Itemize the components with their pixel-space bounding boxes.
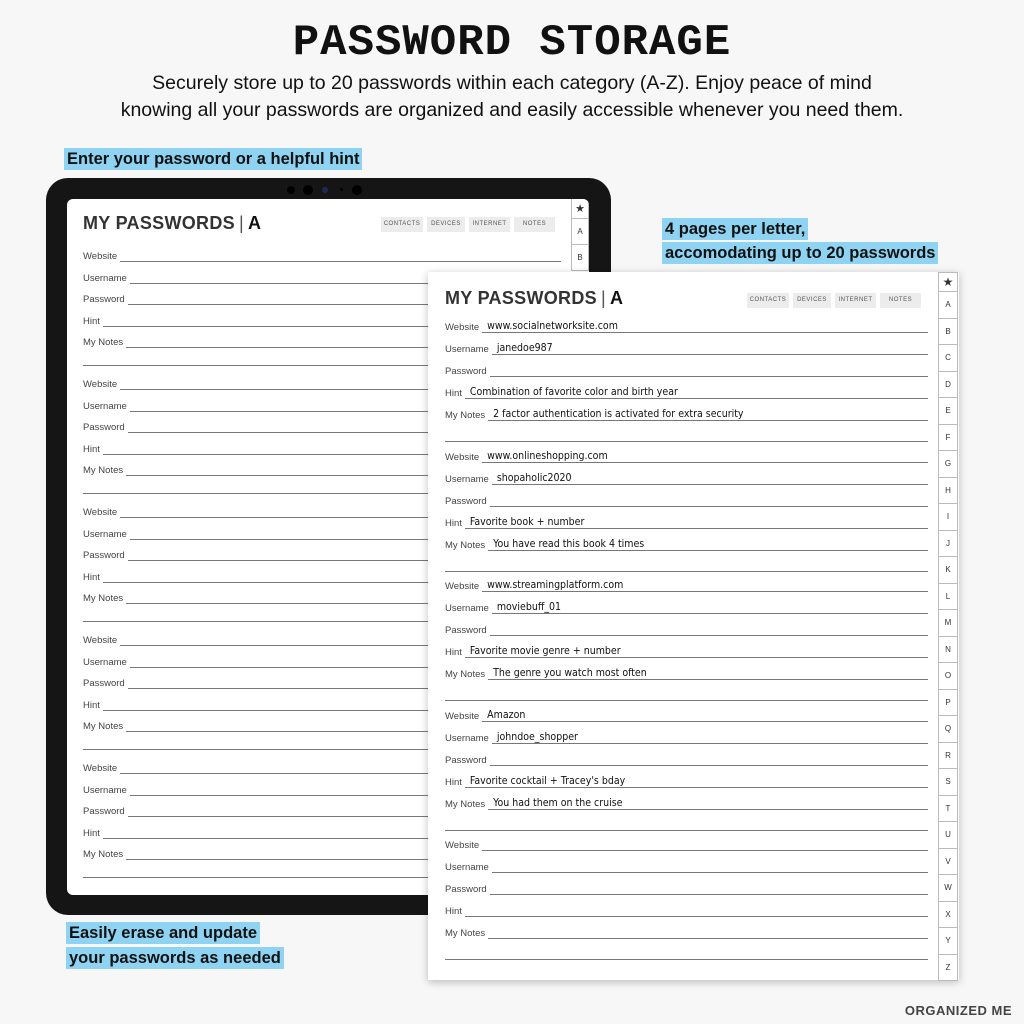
paper-letter-tab-e[interactable]: E: [938, 398, 958, 425]
tablet-entry4-username-label: Username: [83, 656, 127, 668]
paper-entry2-hint-value: Favorite book + number: [469, 515, 585, 528]
paper-letter-tab-y[interactable]: Y: [938, 928, 958, 955]
paper-letter-tab-v[interactable]: V: [938, 849, 958, 876]
paper-entry1-hint-field[interactable]: [465, 386, 928, 399]
paper-entry2-notes-extra-line[interactable]: [445, 571, 928, 572]
planner-page: [428, 272, 959, 980]
paper-tab-devices[interactable]: DEVICES: [793, 293, 831, 308]
paper-entry4-username-label: Username: [445, 732, 489, 744]
paper-letter-tab-s[interactable]: S: [938, 769, 958, 796]
subtitle-line-2: knowing all your passwords are organized and easily accessible whenever you need them.: [120, 99, 904, 121]
paper-letter-tab-c[interactable]: C: [938, 345, 958, 372]
paper-letter-tab-i[interactable]: I: [938, 504, 958, 531]
tablet-entry4-password-label: Password: [83, 678, 125, 689]
page-subtitle: [40, 70, 984, 124]
paper-letter-tab-w[interactable]: W: [938, 875, 958, 902]
tab-notes[interactable]: NOTES: [514, 217, 555, 232]
paper-entry4-hint-row: [445, 775, 928, 788]
paper-entry1-notes-field[interactable]: [488, 408, 928, 421]
tab-contacts[interactable]: CONTACTS: [381, 217, 423, 232]
paper-entry2-username-label: Username: [445, 473, 489, 485]
paper-entry1-hint-label: Hint: [445, 388, 462, 399]
paper-entry4-notes-extra-line[interactable]: [445, 830, 928, 831]
paper-letter-tab-h[interactable]: H: [938, 478, 958, 505]
paper-entry1-password-label: Password: [445, 366, 487, 377]
paper-entry2-password-row: [445, 494, 928, 507]
tablet-entry2-password-label: Password: [83, 422, 125, 433]
paper-entry5-username-label: Username: [445, 862, 489, 873]
paper-entry4-notes-value: You had them on the cruise: [493, 796, 623, 809]
paper-entry1-website-field[interactable]: [482, 320, 928, 333]
tablet-page-title: [83, 213, 261, 234]
tablet-entry5-username-label: Username: [83, 784, 127, 796]
paper-letter-tab-r[interactable]: R: [938, 743, 958, 770]
paper-entry1-notes-label: My Notes: [445, 410, 486, 421]
paper-letter-tab-f[interactable]: F: [938, 425, 958, 452]
paper-entry5-hint-field[interactable]: [465, 904, 928, 917]
paper-entry1-username-row: [445, 342, 928, 355]
tablet-letter-tabs: [571, 199, 589, 271]
paper-letter-tab-k[interactable]: K: [938, 557, 958, 584]
paper-entry3-notes-field[interactable]: [488, 667, 928, 680]
paper-entry5-username-row: [445, 860, 928, 873]
tablet-page-header: [83, 213, 261, 234]
paper-entry3-username-field[interactable]: [492, 601, 928, 614]
paper-entry2-username-field[interactable]: [492, 472, 928, 485]
paper-entry5-password-label: Password: [445, 884, 487, 895]
tablet-star-tab[interactable]: ★: [571, 199, 589, 219]
paper-entry5-website-label: Website: [445, 840, 480, 851]
callout-pages-1: 4 pages per letter,: [662, 218, 808, 240]
page-heading: PASSWORD STORAGE: [292, 18, 732, 68]
paper-letter-tab-t[interactable]: T: [938, 796, 958, 823]
paper-entry5-password-row: [445, 882, 928, 895]
paper-entry1-password-field[interactable]: [490, 364, 928, 377]
tablet-letter-tab-a[interactable]: A: [571, 219, 589, 245]
tablet-tabbar: [381, 217, 555, 232]
tablet-entry3-password-label: Password: [83, 550, 125, 561]
tablet-entry4-hint-label: Hint: [83, 699, 100, 711]
paper-tab-contacts[interactable]: CONTACTS: [747, 293, 789, 308]
paper-entry4-password-row: [445, 753, 928, 766]
paper-entry1-notes-value: 2 factor authentication is activated for extra security: [493, 408, 744, 420]
paper-entry2-hint-label: Hint: [445, 517, 462, 529]
paper-entry3-notes-row: [445, 667, 928, 680]
paper-entry1-notes-row: [445, 408, 928, 421]
tablet-entry1-password-label: Password: [83, 294, 125, 305]
tablet-entry1-username-label: Username: [83, 272, 127, 284]
paper-entry3-username-row: [445, 601, 928, 614]
paper-entry4-website-row: [445, 709, 928, 722]
paper-entry1-password-row: [445, 364, 928, 377]
paper-entry2-password-label: Password: [445, 495, 487, 507]
paper-title-sep: |: [600, 288, 606, 308]
paper-letter-tab-a[interactable]: A: [938, 292, 958, 319]
paper-entry3-username-label: Username: [445, 603, 489, 614]
paper-entry2-notes-field[interactable]: [488, 538, 928, 551]
paper-letter-tab-z[interactable]: Z: [938, 955, 958, 982]
paper-entry1-hint-row: [445, 386, 928, 399]
brand-footer: ORGANIZED ME: [904, 1003, 1012, 1018]
tablet-entry2-hint-label: Hint: [83, 443, 100, 455]
tablet-entry5-website-label: Website: [83, 763, 118, 774]
paper-entry2-hint-row: [445, 516, 928, 529]
paper-entry3-notes-label: My Notes: [445, 669, 486, 680]
paper-tab-internet[interactable]: INTERNET: [835, 293, 876, 308]
tablet-entry5-notes-label: My Notes: [83, 849, 124, 860]
paper-letter-tabs: [938, 272, 958, 981]
paper-entry2-notes-row: [445, 538, 928, 551]
paper-entry2-notes-value: You have read this book 4 times: [493, 537, 645, 550]
paper-tabbar: [747, 293, 921, 308]
paper-entry1-username-value: janedoe987: [496, 342, 553, 354]
paper-letter-tab-l[interactable]: L: [938, 584, 958, 611]
paper-entry1-website-row: [445, 320, 928, 333]
paper-entry5-notes-field[interactable]: [488, 926, 928, 939]
tablet-entry3-hint-label: Hint: [83, 571, 100, 583]
paper-entry5-notes-label: My Notes: [445, 928, 486, 939]
tablet-entry5-password-label: Password: [83, 806, 125, 817]
tablet-entry1-website-label: Website: [83, 251, 118, 262]
paper-entry4-website-field[interactable]: [482, 709, 928, 722]
paper-entry3-hint-label: Hint: [445, 647, 462, 658]
paper-tab-notes[interactable]: NOTES: [880, 293, 921, 308]
tablet-entry1-notes-label: My Notes: [83, 337, 124, 348]
tablet-entry5-hint-label: Hint: [83, 827, 100, 839]
paper-entry5-website-field[interactable]: [482, 838, 928, 851]
paper-letter-tab-p[interactable]: P: [938, 690, 958, 717]
paper-entry2-website-field[interactable]: [482, 450, 928, 463]
paper-entry5-password-field[interactable]: [490, 882, 928, 895]
tablet-entry3-username-label: Username: [83, 528, 127, 540]
paper-entry4-notes-label: My Notes: [445, 798, 486, 810]
paper-letter-tab-n[interactable]: N: [938, 637, 958, 664]
paper-entry5-hint-row: [445, 904, 928, 917]
tablet-entry2-website-label: Website: [83, 379, 118, 390]
paper-letter-tab-u[interactable]: U: [938, 822, 958, 849]
paper-entry4-hint-field[interactable]: [465, 775, 928, 788]
paper-letter-tab-j[interactable]: J: [938, 531, 958, 558]
paper-entry2-password-field[interactable]: [490, 494, 928, 507]
paper-entry5-website-row: [445, 838, 928, 851]
tablet-entry1-website-row: [83, 249, 561, 262]
paper-entry2-website-value: www.onlineshopping.com: [487, 449, 608, 462]
tab-internet[interactable]: INTERNET: [469, 217, 510, 232]
paper-entry4-website-value: Amazon: [487, 708, 526, 721]
callout-erase-1: Easily erase and update: [66, 922, 260, 944]
paper-entry1-website-value: www.socialnetworksite.com: [487, 320, 618, 332]
paper-entry3-website-row: [445, 579, 928, 592]
paper-entry1-website-label: Website: [445, 322, 480, 333]
paper-entry3-website-field[interactable]: [482, 579, 928, 592]
camera-bar: [282, 183, 372, 195]
paper-entry3-username-value: moviebuff_01: [496, 601, 562, 613]
paper-entry3-notes-value: The genre you watch most often: [493, 667, 647, 679]
paper-entry3-password-row: [445, 623, 928, 636]
paper-entry4-username-value: johndoe_shopper: [496, 730, 578, 743]
paper-entry4-hint-value: Favorite cocktail + Tracey's bday: [469, 774, 626, 787]
paper-entry2-hint-field[interactable]: [465, 516, 928, 529]
paper-title-text: MY PASSWORDS: [445, 288, 597, 308]
tablet-entry4-notes-label: My Notes: [83, 721, 124, 732]
paper-page-header: [445, 288, 623, 309]
paper-entry2-username-value: shopaholic2020: [496, 471, 572, 484]
paper-entry2-website-label: Website: [445, 451, 480, 463]
tab-devices[interactable]: DEVICES: [427, 217, 465, 232]
tablet-title-text: MY PASSWORDS: [83, 213, 235, 233]
paper-letter-tab-g[interactable]: G: [938, 451, 958, 478]
paper-entry1-username-field[interactable]: [492, 342, 928, 355]
paper-entry4-notes-field[interactable]: [488, 797, 928, 810]
paper-letter-tab-x[interactable]: X: [938, 902, 958, 929]
tablet-entry1-hint-label: Hint: [83, 315, 100, 327]
paper-entry4-notes-row: [445, 797, 928, 810]
paper-entry3-notes-extra-line[interactable]: [445, 700, 928, 701]
paper-entry5-notes-extra-line[interactable]: [445, 959, 928, 960]
paper-entry4-username-field[interactable]: [492, 731, 928, 744]
paper-entry2-notes-label: My Notes: [445, 539, 486, 551]
paper-entry2-username-row: [445, 472, 928, 485]
paper-entry3-password-label: Password: [445, 625, 487, 636]
paper-entry4-website-label: Website: [445, 710, 480, 722]
callout-enter: Enter your password or a helpful hint: [64, 148, 362, 170]
paper-entry3-hint-value: Favorite movie genre + number: [469, 645, 621, 657]
paper-entry1-hint-value: Combination of favorite color and birth year: [469, 386, 678, 398]
tablet-entry2-notes-label: My Notes: [83, 465, 124, 476]
paper-entry3-hint-field[interactable]: [465, 645, 928, 658]
tablet-entry1-website-field[interactable]: [120, 249, 561, 262]
paper-page-title: [445, 288, 623, 309]
paper-entry5-hint-label: Hint: [445, 906, 462, 917]
paper-entry4-username-row: [445, 731, 928, 744]
paper-entry1-username-label: Username: [445, 344, 489, 355]
subtitle-line-1: Securely store up to 20 passwords within each category (A-Z). Enjoy peace of mind: [152, 72, 872, 94]
paper-entry4-password-field[interactable]: [490, 753, 928, 766]
paper-entry3-hint-row: [445, 645, 928, 658]
paper-star-tab[interactable]: ★: [938, 272, 958, 292]
paper-entry4-password-label: Password: [445, 754, 487, 766]
tablet-entry4-website-label: Website: [83, 635, 118, 646]
tablet-entry3-website-label: Website: [83, 507, 118, 518]
paper-entry4-hint-label: Hint: [445, 776, 462, 788]
paper-entry3-website-label: Website: [445, 581, 480, 592]
paper-title-letter: A: [609, 288, 624, 308]
paper-letter-tab-d[interactable]: D: [938, 372, 958, 399]
callout-pages-2: accomodating up to 20 passwords: [662, 242, 938, 264]
paper-entry1-notes-extra-line[interactable]: [445, 441, 928, 442]
tablet-entry2-username-label: Username: [83, 400, 127, 412]
paper-letter-tab-o[interactable]: O: [938, 663, 958, 690]
tablet-letter-tab-b[interactable]: B: [571, 245, 589, 271]
tablet-title-sep: |: [238, 213, 244, 233]
paper-letter-tab-q[interactable]: Q: [938, 716, 958, 743]
callout-erase-2: your passwords as needed: [66, 947, 284, 969]
tablet-title-letter: A: [247, 213, 262, 233]
tablet-entry3-notes-label: My Notes: [83, 593, 124, 604]
paper-entry2-website-row: [445, 450, 928, 463]
paper-entry5-notes-row: [445, 926, 928, 939]
paper-entry3-website-value: www.streamingplatform.com: [487, 579, 624, 591]
paper-entry3-password-field[interactable]: [490, 623, 928, 636]
paper-letter-tab-b[interactable]: B: [938, 319, 958, 346]
paper-letter-tab-m[interactable]: M: [938, 610, 958, 637]
paper-entry5-username-field[interactable]: [492, 860, 928, 873]
